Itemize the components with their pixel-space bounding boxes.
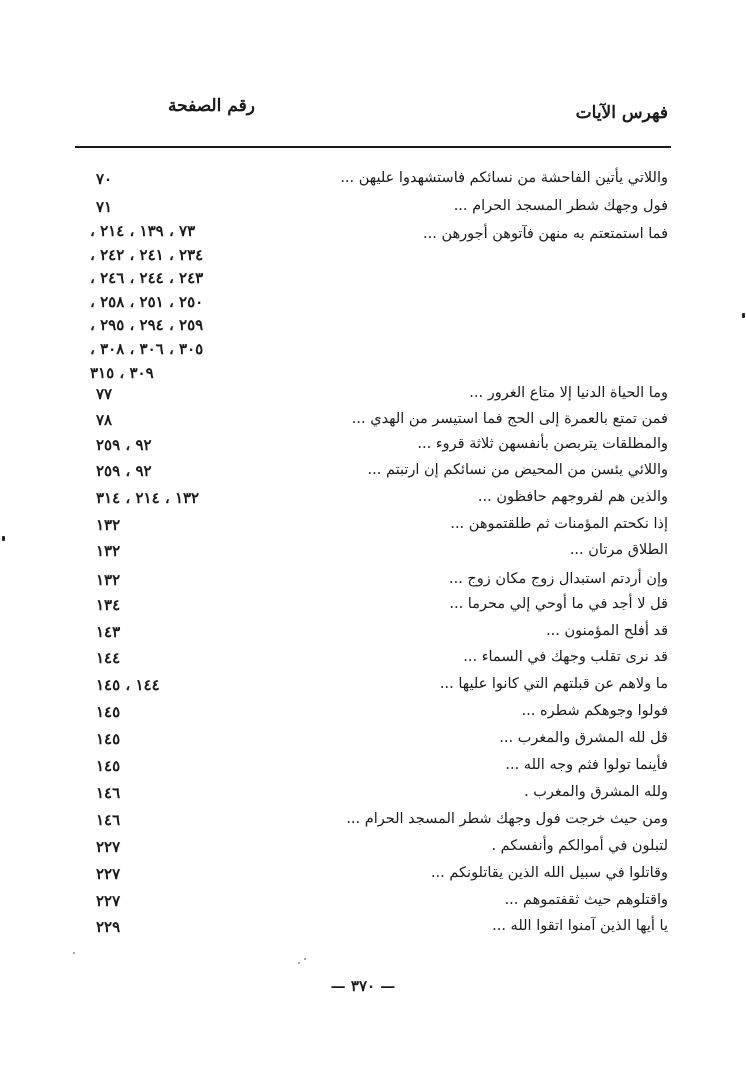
verse-text: فولوا وجوهكم شطره ... — [521, 703, 668, 719]
index-entry — [0, 385, 746, 411]
index-entry — [0, 462, 746, 488]
verse-text: وقاتلوا في سبيل الله الذين يقاتلونكم ... — [430, 865, 668, 881]
page-numbers: ١٤٣ — [96, 623, 121, 641]
page-numbers: ١٤٤ — [96, 649, 121, 667]
verse-text: يا أيها الذين آمنوا اتقوا الله ... — [492, 918, 668, 934]
verse-text: فول وجهك شطر المسجد الحرام ... — [453, 198, 668, 214]
index-entry — [0, 703, 746, 729]
page-number: — ٣٧٠ — — [330, 977, 396, 995]
verse-text: واقتلوهم حيث ثقفتموهم ... — [504, 892, 668, 908]
index-entry — [0, 676, 746, 702]
page-numbers: ١٤٤ ، ١٤٥ — [96, 676, 160, 694]
index-entry — [0, 623, 746, 649]
index-entry — [0, 784, 746, 810]
page-numbers: ١٣٢ — [96, 542, 121, 560]
page-numbers-line: ٣٠٥ ، ٣٠٦ ، ٣٠٨ ، — [90, 339, 204, 358]
verse-text: فما استمتعتم به منهن فآتوهن أجورهن ... — [423, 226, 668, 242]
verse-text: واللائي يئسن من المحيض من نسائكم إن ارتبتم ... — [367, 462, 668, 478]
index-entry — [0, 811, 746, 837]
page-numbers-multiline — [90, 222, 250, 387]
verse-text: فأينما تولوا فثم وجه الله ... — [505, 757, 668, 773]
page-numbers: ٢٢٧ — [96, 865, 121, 883]
page-numbers-line: ٢٥٠ ، ٢٥١ ، ٢٥٨ ، — [90, 292, 204, 311]
verse-text: الطلاق مرتان ... — [569, 542, 668, 558]
index-entry — [0, 436, 746, 462]
header-rule — [75, 146, 671, 148]
verse-text: قل لله المشرق والمغرب ... — [499, 730, 668, 746]
page-numbers: ٧٧ — [96, 385, 113, 403]
index-entry — [0, 649, 746, 675]
index-entry — [0, 489, 746, 515]
page-numbers: ١٣٢ — [96, 571, 121, 589]
index-entry — [0, 170, 746, 196]
page-numbers: ١٣٢ — [96, 516, 121, 534]
index-entry — [0, 411, 746, 437]
page-numbers: ١٤٥ — [96, 757, 121, 775]
verse-text: لتبلون في أموالكم وأنفسكم . — [491, 838, 668, 854]
page-numbers: ٩٢ ، ٢٥٩ — [96, 436, 152, 454]
verse-text: قد نرى تقلب وجهك في السماء ... — [463, 649, 668, 665]
verse-text: وإن أردتم استبدال زوج مكان زوج ... — [448, 571, 668, 587]
index-entry — [0, 198, 746, 224]
page-numbers: ١٤٦ — [96, 784, 121, 802]
page-numbers-line: ٢٥٩ ، ٢٩٤ ، ٢٩٥ ، — [90, 316, 204, 335]
verse-text: والمطلقات يتربصن بأنفسهن ثلاثة قروء ... — [417, 436, 668, 452]
scan-speck — [742, 313, 745, 318]
page-numbers-line: ٧٣ ، ١٣٩ ، ٢١٤ ، — [90, 222, 196, 240]
verse-text: والذين هم لفروجهم حافظون ... — [477, 489, 668, 505]
page-numbers: ٩٢ ، ٢٥٩ — [96, 462, 152, 480]
index-entry — [0, 571, 746, 597]
scan-speck — [304, 958, 306, 960]
verse-text: فمن تمتع بالعمرة إلى الحج فما استيسر من الهدي ... — [351, 411, 668, 427]
verse-text: إذا نكحتم المؤمنات ثم طلقتموهن ... — [450, 516, 668, 532]
page-number-column-header: رقم الصفحة — [168, 96, 255, 116]
verse-text: ومن حيث خرجت فول وجهك شطر المسجد الحرام ... — [346, 811, 668, 827]
index-entry — [0, 542, 746, 568]
page-numbers: ٧٠ — [96, 170, 113, 188]
verse-text: قد أفلح المؤمنون ... — [546, 623, 668, 639]
page-numbers: ٧٨ — [96, 411, 113, 429]
verse-text: وما الحياة الدنيا إلا متاع الغرور ... — [469, 385, 668, 401]
index-entry — [0, 730, 746, 756]
page-numbers-line: ٢٣٤ ، ٢٤١ ، ٢٤٢ ، — [90, 245, 204, 264]
scan-speck — [298, 962, 300, 964]
index-entry — [0, 757, 746, 783]
index-entry — [0, 918, 746, 944]
scan-speck — [73, 952, 75, 954]
page-numbers: ٢٢٧ — [96, 838, 121, 856]
verse-text: ولله المشرق والمغرب . — [524, 784, 668, 800]
index-entry — [0, 516, 746, 542]
page-numbers: ٢٢٩ — [96, 918, 121, 936]
page-numbers: ١٤٥ — [96, 703, 121, 721]
scan-speck — [2, 536, 5, 541]
index-entry — [0, 865, 746, 891]
verse-text: واللاتي يأتين الفاحشة من نسائكم فاستشهدوا عليهن ... — [340, 170, 668, 186]
page-numbers: ١٤٥ — [96, 730, 121, 748]
verse-text: ما ولاهم عن قبلتهم التي كانوا عليها ... — [439, 676, 668, 692]
page-numbers-line: ٢٤٣ ، ٢٤٤ ، ٢٤٦ ، — [90, 269, 204, 288]
index-entry — [0, 838, 746, 864]
page-numbers: ٢٢٧ — [96, 892, 121, 910]
page-numbers: ١٣٤ — [96, 596, 121, 614]
page-numbers: ١٣٢ ، ٢١٤ ، ٣١٤ — [96, 489, 200, 507]
page-numbers-line: ٣٠٩ ، ٣١٥ — [90, 363, 154, 382]
page-numbers: ١٤٦ — [96, 811, 121, 829]
index-entry — [0, 596, 746, 622]
index-entry — [0, 892, 746, 918]
page-numbers: ٧١ — [96, 198, 113, 216]
index-title: فهرس الآيات — [575, 103, 668, 123]
verse-text: قل لا أجد في ما أوحي إلي محرما ... — [449, 596, 668, 612]
